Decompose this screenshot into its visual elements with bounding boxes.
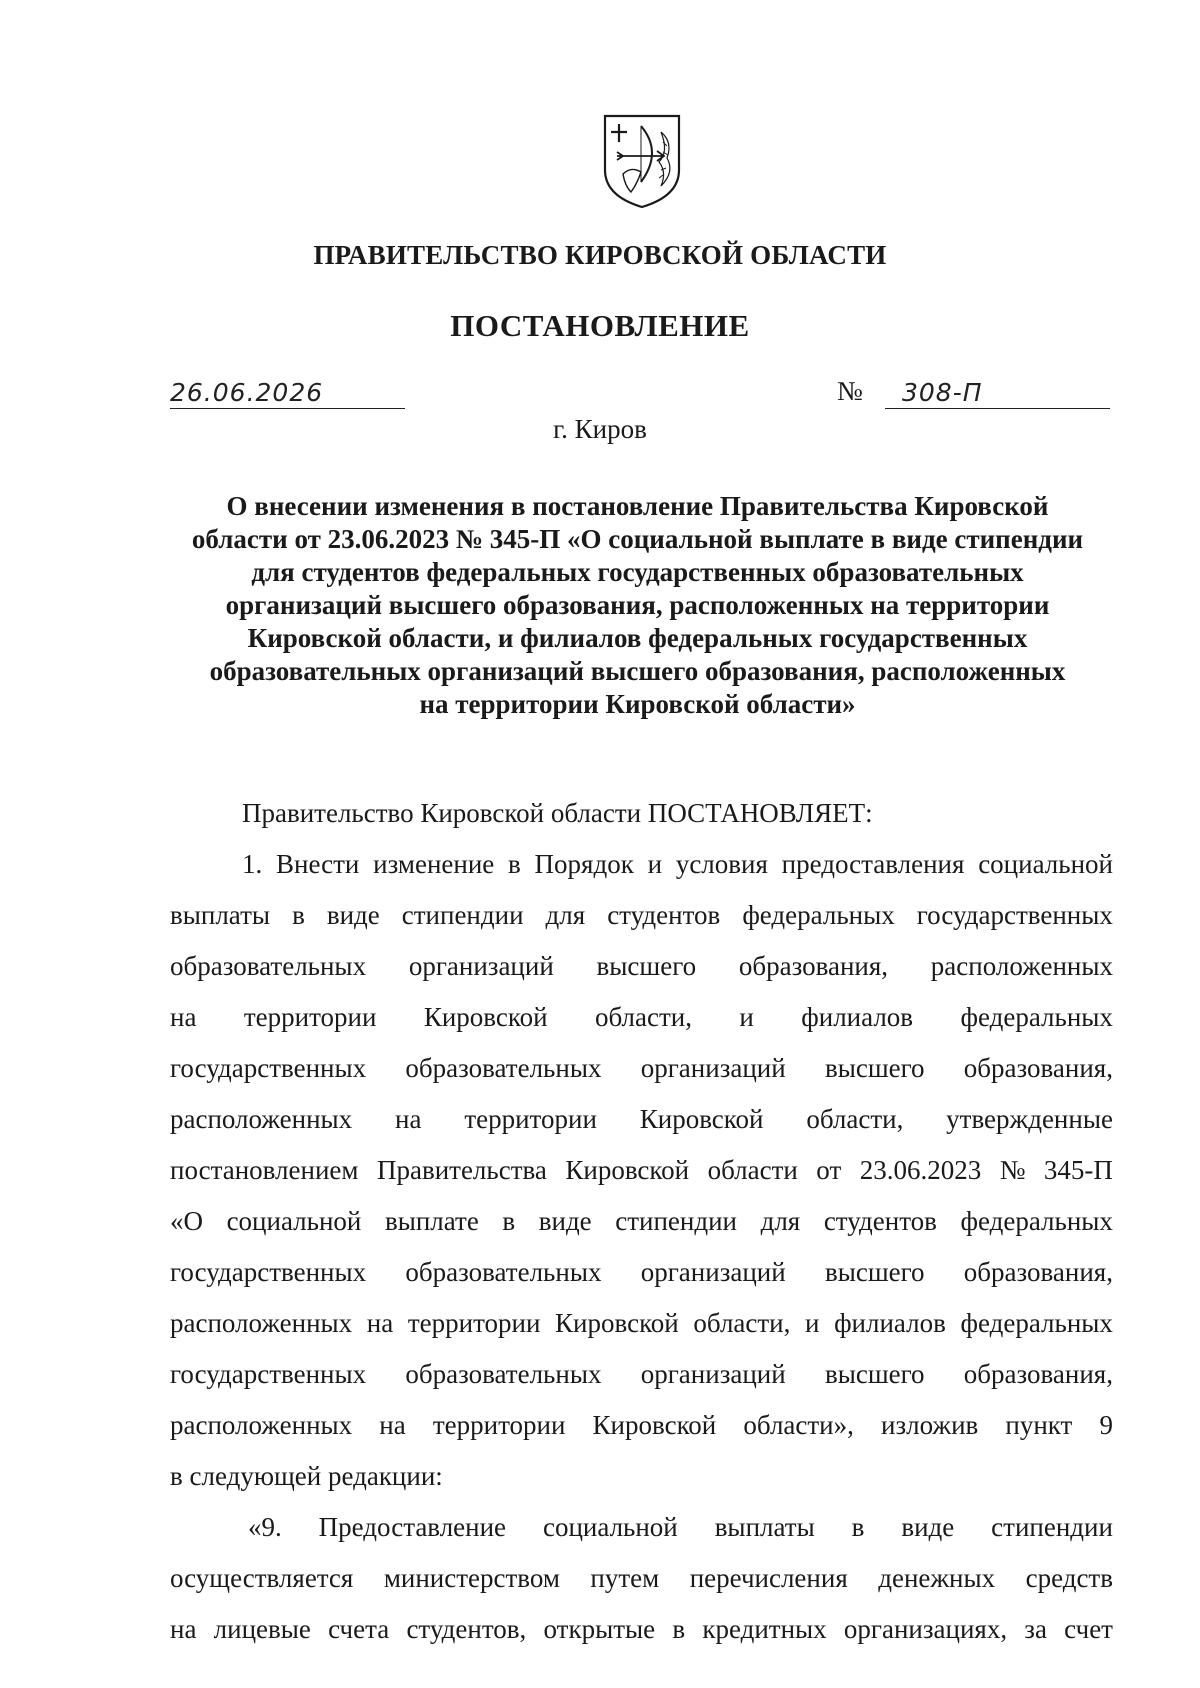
document-body <box>170 788 1113 1655</box>
word: Предоставление <box>318 1512 507 1542</box>
word: территории <box>464 1104 597 1134</box>
word: расположенных <box>170 1104 353 1134</box>
word: лицевые <box>213 1614 311 1644</box>
word: федеральных <box>960 1206 1113 1236</box>
word: социальной <box>542 1512 678 1542</box>
word: высшего <box>824 1359 925 1389</box>
subject-line: организаций высшего образования, расположенных на территории <box>225 590 1050 620</box>
word: 1. <box>242 849 263 879</box>
word: условия <box>675 849 768 879</box>
word: образования, <box>963 1257 1113 1287</box>
body-line <box>170 1400 1113 1451</box>
word: пункт <box>1005 1410 1073 1440</box>
word: от <box>816 1155 842 1185</box>
subject-line: области от 23.06.2023 № 345-П «О социальной выплате в виде стипендии <box>191 524 1084 554</box>
word: Кировской <box>592 1410 717 1440</box>
word: денежных <box>878 1563 996 1593</box>
body-line <box>170 1196 1113 1247</box>
subject-line: на территории Кировской области» <box>419 689 856 719</box>
word: образовательных <box>405 1359 602 1389</box>
word: организаций <box>640 1257 786 1287</box>
word: виде <box>538 1206 592 1236</box>
word: Кировской <box>423 1002 548 1032</box>
word: перечисления <box>689 1563 848 1593</box>
body-line <box>170 1043 1113 1094</box>
word: государственных <box>170 1257 367 1287</box>
word: студентов <box>823 1206 937 1236</box>
body-line <box>170 1604 1113 1655</box>
word: стипендии <box>401 900 524 930</box>
word: государственных <box>170 1359 367 1389</box>
word: образования, <box>738 951 889 981</box>
word: студентов <box>607 900 721 930</box>
word: в <box>851 1512 865 1542</box>
word: в <box>502 1206 516 1236</box>
word: Внести <box>276 849 360 879</box>
word: образовательных <box>170 951 367 981</box>
word: 23.06.2023 <box>859 1155 982 1185</box>
body-line <box>170 941 1113 992</box>
word: высшего <box>596 951 697 981</box>
body-line <box>170 1247 1113 1298</box>
word: в <box>672 1614 686 1644</box>
word: выплаты <box>714 1512 815 1542</box>
word: организаций <box>640 1359 786 1389</box>
word: территории <box>407 1308 541 1338</box>
body-line <box>170 890 1113 941</box>
date-underline <box>170 406 405 409</box>
word: «9. <box>248 1512 282 1542</box>
word: федеральных <box>960 1002 1113 1032</box>
word: за <box>1024 1614 1047 1644</box>
word: изложив <box>881 1410 979 1440</box>
word: Кировской <box>639 1104 764 1134</box>
word: счета <box>328 1614 390 1644</box>
word: выплаты <box>170 900 271 930</box>
word: образовательных <box>405 1053 602 1083</box>
word: государственных <box>170 1053 367 1083</box>
word: расположенных <box>170 1308 353 1338</box>
word: на <box>379 1410 406 1440</box>
document-number: 308-П <box>902 378 983 407</box>
city-label: г. Киров <box>553 414 647 444</box>
word: на <box>170 1614 197 1644</box>
word: в <box>508 849 521 879</box>
word: и <box>805 1308 820 1338</box>
word: открытые <box>543 1614 656 1644</box>
word: образовательных <box>405 1257 602 1287</box>
word: социальной <box>978 849 1113 879</box>
subject-line: образовательных организаций высшего образования, расположенных <box>209 656 1066 686</box>
word: области, <box>693 1308 791 1338</box>
word: для <box>760 1206 801 1236</box>
subject-line: О внесении изменения в постановление Правительства Кировской <box>226 491 1049 521</box>
word: федеральных <box>742 900 895 930</box>
word: на <box>366 1308 394 1338</box>
word: в <box>292 900 305 930</box>
word: Кировской <box>555 1308 679 1338</box>
body-line <box>170 1502 1113 1553</box>
word: образования, <box>963 1359 1113 1389</box>
word: для <box>545 900 586 930</box>
word: № <box>999 1155 1026 1185</box>
word: филиалов <box>801 1002 914 1032</box>
word: средств <box>1025 1563 1113 1593</box>
body-line: в следующей редакции: <box>170 1461 443 1491</box>
word: предоставления <box>781 849 965 879</box>
body-line <box>170 1145 1113 1196</box>
number-underline <box>885 406 1110 409</box>
coat-of-arms-icon <box>601 112 683 210</box>
word: Порядок <box>534 849 634 879</box>
body-line <box>170 839 1113 890</box>
word: стипендии <box>615 1206 738 1236</box>
word: расположенных <box>170 1410 353 1440</box>
word: области, <box>806 1104 904 1134</box>
word: на <box>395 1104 422 1134</box>
word: утвержденные <box>946 1104 1113 1134</box>
word: территории <box>243 1002 377 1032</box>
body-line <box>170 1553 1113 1604</box>
word: социальной <box>226 1206 362 1236</box>
document-date: 26.06.2026 <box>170 378 324 407</box>
word: филиалов <box>834 1308 946 1338</box>
word: высшего <box>824 1257 925 1287</box>
document-subject <box>170 490 1105 721</box>
word: и <box>739 1002 754 1032</box>
word: области <box>707 1155 798 1185</box>
word: виде <box>326 900 380 930</box>
number-label: № <box>837 376 863 406</box>
word: «О <box>170 1206 203 1236</box>
word: расположенных <box>930 951 1113 981</box>
word: и <box>647 849 663 879</box>
word: министерством <box>383 1563 560 1593</box>
word: федеральных <box>960 1308 1113 1338</box>
word: государственных <box>916 900 1113 930</box>
body-line <box>170 1094 1113 1145</box>
body-line <box>170 992 1113 1043</box>
word: кредитных <box>702 1614 827 1644</box>
word: стипендии <box>991 1512 1113 1542</box>
word: организаций <box>408 951 554 981</box>
preamble: Правительство Кировской области ПОСТАНОВЛЯЕТ: <box>242 798 873 828</box>
word: виде <box>901 1512 955 1542</box>
subject-line: Кировской области, и филиалов федеральных государственных <box>247 623 1028 653</box>
word: выплате <box>384 1206 479 1236</box>
subject-line: для студентов федеральных государственных образовательных <box>251 557 1024 587</box>
word: путем <box>590 1563 660 1593</box>
word: образования, <box>963 1053 1113 1083</box>
word: осуществляется <box>170 1563 354 1593</box>
body-line <box>170 1349 1113 1400</box>
word: организаций <box>640 1053 786 1083</box>
word: области, <box>594 1002 692 1032</box>
word: изменение <box>373 849 495 879</box>
organization-title: ПРАВИТЕЛЬСТВО КИРОВСКОЙ ОБЛАСТИ <box>313 240 887 270</box>
word: 9 <box>1099 1410 1113 1440</box>
word: 345-П <box>1043 1155 1113 1185</box>
body-line <box>170 1298 1113 1349</box>
word: области», <box>743 1410 854 1440</box>
word: территории <box>432 1410 566 1440</box>
word: счет <box>1064 1614 1113 1644</box>
word: высшего <box>824 1053 925 1083</box>
word: Кировской <box>565 1155 690 1185</box>
word: Правительства <box>376 1155 547 1185</box>
document-type-heading: ПОСТАНОВЛЕНИЕ <box>450 308 750 343</box>
word: постановлением <box>170 1155 359 1185</box>
word: организациях, <box>843 1614 1008 1644</box>
word: на <box>170 1002 197 1032</box>
word: студентов, <box>406 1614 527 1644</box>
